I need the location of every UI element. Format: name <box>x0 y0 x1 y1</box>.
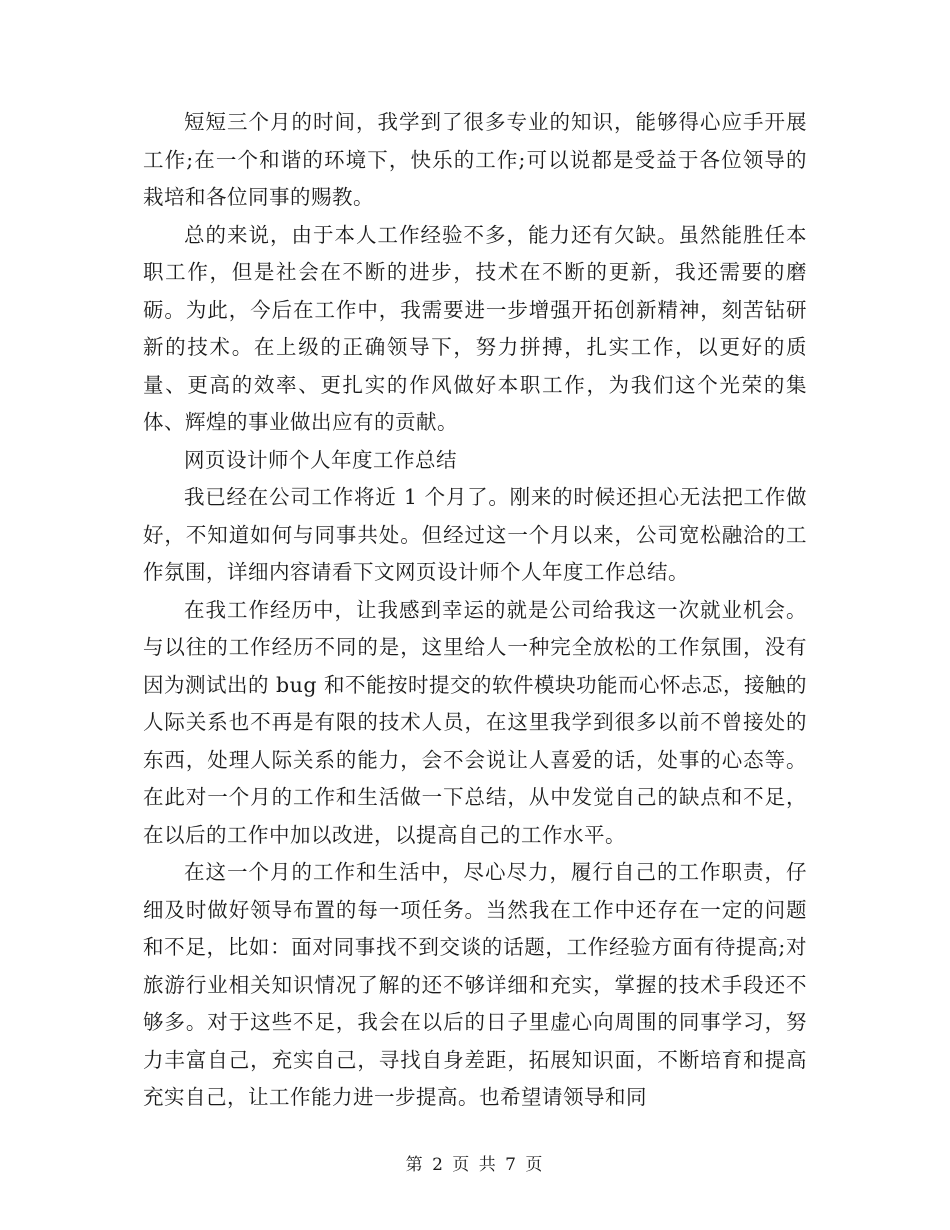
paragraph-3: 我已经在公司工作将近 1 个月了。刚来的时候还担心无法把工作做好，不知道如何与同事共处。但经过这一个月以来，公司宽松融洽的工作氛围，详细内容请看下文网页设计师个人年度工作总结。 <box>143 485 807 584</box>
paragraph-4: 在我工作经历中，让我感到幸运的就是公司给我这一次就业机会。与以往的工作经历不同的是，这里给人一种完全放松的工作氛围，没有因为测试出的 bug 和不能按时提交的软件模块功能而心怀忐忑，接触的人际关系也不再是有限的技术人员，在这里我学到很多以前不曾接处的东西，处理人际关系的能力，会不会说让人喜爱的话，处事的心态等。在此对一个月的工作和生活做一下总结，从中发觉自己的缺点和不足，在以后的工作中加以改进，以提高自己的工作水平。 <box>143 597 807 847</box>
paragraph-1: 短短三个月的时间，我学到了很多专业的知识，能够得心应手开展工作;在一个和谐的环境下，快乐的工作;可以说都是受益于各位领导的栽培和各位同事的赐教。 <box>143 110 807 209</box>
paragraph-5: 在这一个月的工作和生活中，尽心尽力，履行自己的工作职责，仔细及时做好领导布置的每一项任务。当然我在工作中还存在一定的问题和不足，比如：面对同事找不到交谈的话题，工作经验方面有待提高;对旅游行业相关知识情况了解的还不够详细和充实，掌握的技术手段还不够多。对于这些不足，我会在以后的日子里虚心向周围的同事学习，努力丰富自己，充实自己，寻找自身差距，拓展知识面，不断培育和提高充实自己，让工作能力进一步提高。也希望请领导和同 <box>143 860 807 1109</box>
document-body <box>143 104 807 1117</box>
page-number-footer: 第 2 页 共 7 页 <box>405 1155 545 1175</box>
paragraph-2: 总的来说，由于本人工作经验不多，能力还有欠缺。虽然能胜任本职工作，但是社会在不断的进步，技术在不断的更新，我还需要的磨砺。为此，今后在工作中，我需要进一步增强开拓创新精神，刻苦钻研新的技术。在上级的正确领导下，努力拼搏，扎实工作，以更好的质量、更高的效率、更扎实的作风做好本职工作，为我们这个光荣的集体、辉煌的事业做出应有的贡献。 <box>143 222 807 434</box>
section-heading: 网页设计师个人年度工作总结 <box>184 447 457 472</box>
